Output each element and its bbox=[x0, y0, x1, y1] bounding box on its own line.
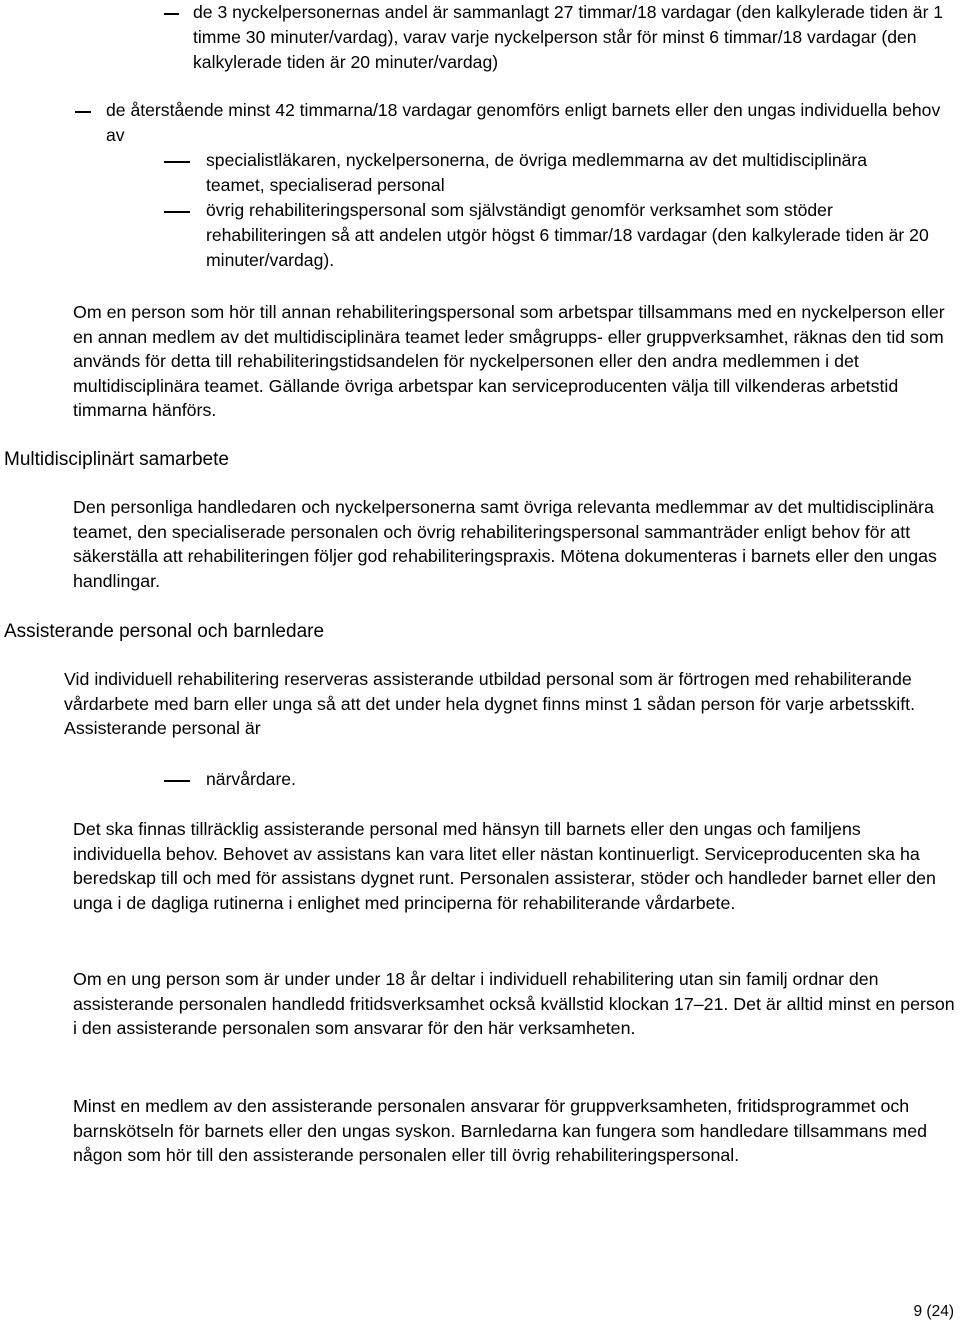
bullet-item-ovrig-rehabiliteringspersonal: övrig rehabiliteringspersonal som självständigt genomför verksamhet som stöder rehabiliteringen så att andelen utgör högst 6 timmar/18 vardagar (den kalkylerade tiden är 20 minuter/vardag). bbox=[206, 200, 929, 270]
section-heading-multidisciplinart-samarbete: Multidisciplinärt samarbete bbox=[4, 449, 229, 470]
paragraph-gruppverksamhet: Minst en medlem av den assisterande personalen ansvarar för gruppverksamheten, fritidsprogrammet och barnskötseln för barnets eller den ungas syskon. Barnledarna kan fungera som handledare tillsammans med någon som hör till den assisterande personalen eller till övrig rehabiliteringspersonal. bbox=[73, 1096, 927, 1166]
bullet-item-aterstaende-timmar: de återstående minst 42 timmarna/18 vardagar genomförs enligt barnets eller den ungas individuella behov av bbox=[106, 100, 941, 145]
section-heading-assisterande-personal: Assisterande personal och barnledare bbox=[4, 621, 325, 642]
bullet-item-narvardare: närvårdare. bbox=[206, 769, 296, 789]
paragraph-assisterande-personal: Vid individuell rehabilitering reserveras assisterande utbildad personal som är förtrogen med rehabiliterande vårdarbete med barn eller unga så att det under hela dygnet finns minst 1 sådan person för varje arbetsskift. Assisterande personal är bbox=[64, 669, 916, 739]
bullet-dash bbox=[164, 161, 190, 163]
bullet-dash bbox=[164, 211, 190, 213]
paragraph-multidisciplinart-samarbete: Den personliga handledaren och nyckelpersonerna samt övriga relevanta medlemmar av det multidisciplinära teamet, den specialiserade personalen och övrig rehabiliteringspersonal sammanträder enligt behov för att säkerställa att rehabiliteringen följer god rehabiliteringspraxis. Mötena dokumenteras i barnets eller den ungas handlingar. bbox=[73, 497, 937, 591]
bullet-dash bbox=[164, 780, 190, 782]
bullet-item-specialistlakaren: specialistläkaren, nyckelpersonerna, de övriga medlemmarna av det multidisciplinära teamet, specialiserad personal bbox=[206, 150, 868, 195]
paragraph-fritidsverksamhet: Om en ung person som är under under 18 år deltar i individuell rehabilitering utan sin familj ordnar den assisterande personalen handledd fritidsverksamhet också kvällstid klockan 17–21. Det är alltid minst en person i den assisterande personalen som ansvarar för den här verksamheten. bbox=[73, 969, 955, 1039]
paragraph-arbetspar: Om en person som hör till annan rehabiliteringspersonal som arbetspar tillsammans med en nyckelperson eller en annan medlem av det multidisciplinära teamet leder smågrupps- eller gruppverksamhet, räknas den tid som används för detta till rehabiliteringstidsandelen för nyckelpersonen eller den andra medlemmen i det multidisciplinära teamet. Gällande övriga arbetspar kan serviceproducenten välja till vilkenderas arbetstid timmarna hänförs. bbox=[73, 302, 945, 421]
bullet-item-nyckelpersoner-andel: de 3 nyckelpersonernas andel är sammanlagt 27 timmar/18 vardagar (den kalkylerade tiden är 1 timme 30 minuter/vardag), varav varje nyckelperson står för minst 6 timmar/18 vardagar (den kalkylerade tiden är 20 minuter/vardag) bbox=[193, 2, 944, 72]
bullet-dash bbox=[164, 13, 179, 15]
page-number: 9 (24) bbox=[913, 1303, 954, 1320]
bullet-dash bbox=[75, 111, 91, 113]
paragraph-tillracklig-assisterande-personal: Det ska finnas tillräcklig assisterande personal med hänsyn till barnets eller den ungas och familjens individuella behov. Behovet av assistans kan vara litet eller nästan kontinuerligt. Serviceproducenten ska ha beredskap till och med för assistans dygnet runt. Personalen assisterar, stöder och handleder barnet eller den unga i de dagliga rutinerna i enlighet med principerna för rehabiliterande vårdarbete. bbox=[73, 819, 936, 913]
